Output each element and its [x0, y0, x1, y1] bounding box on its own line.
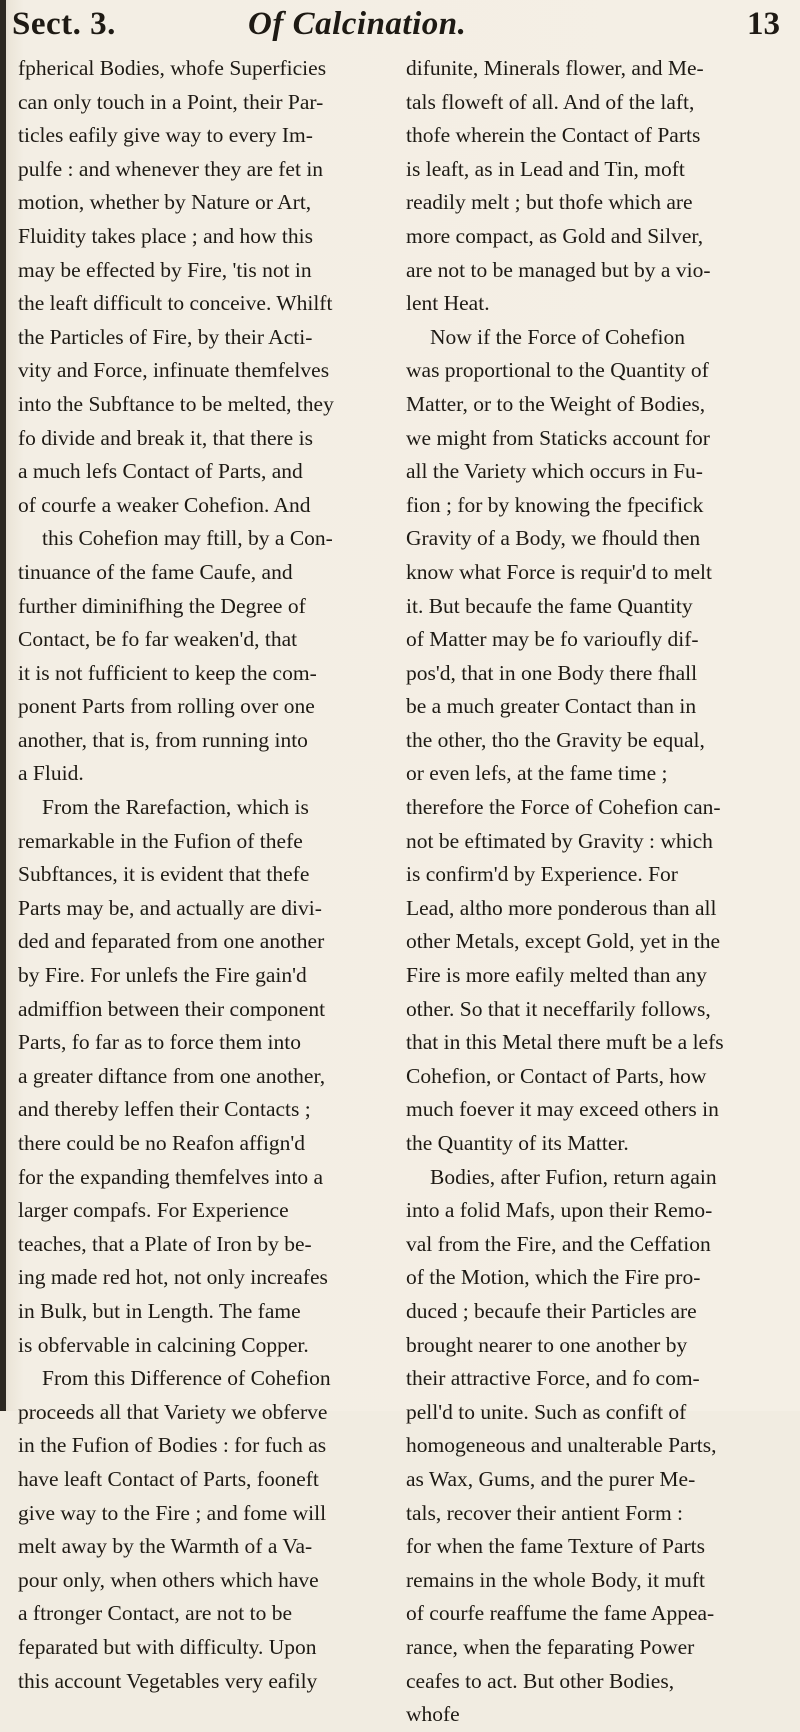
text-line: remarkable in the Fufion of thefe [18, 828, 303, 853]
text-line: Contact, be fo far weaken'd, that [18, 627, 298, 652]
text-line: Parts, fo far as to force them into [18, 1030, 301, 1055]
text-line: not be eftimated by Gravity : which [406, 828, 713, 853]
text-line: From the Rarefaction, which is [42, 795, 309, 820]
text-line: and thereby leffen their Contacts ; [18, 1097, 311, 1122]
text-line: pell'd to unite. Such as confift of [406, 1399, 687, 1424]
text-line: another, that is, from running into [18, 727, 308, 752]
text-line: the Quantity of its Matter. [406, 1131, 629, 1155]
text-line: all the Variety which occurs in Fu- [406, 459, 703, 484]
text-line: therefore the Force of Cohefion can- [406, 795, 721, 820]
text-line: motion, whether by Nature or Art, [18, 190, 312, 215]
text-line: tals floweft of all. And of the laft, [406, 89, 695, 114]
text-line: into the Subftance to be melted, they [18, 391, 334, 416]
text-line: we might from Staticks account for [406, 425, 710, 450]
text-line: there could be no Reafon affign'd [18, 1131, 306, 1155]
text-line: larger compafs. For Experience [18, 1198, 289, 1223]
text-line: can only touch in a Point, their Par- [18, 89, 324, 114]
text-line: vity and Force, infinuate themfelves [18, 358, 330, 383]
text-line: this account Vegetables very eafily [18, 1668, 318, 1693]
text-line: further diminifhing the Degree of [18, 593, 306, 618]
text-line: of Matter may be fo varioufly dif- [406, 627, 699, 652]
text-line: for the expanding themfelves into a [18, 1164, 324, 1189]
text-line: admiffion between their component [18, 996, 326, 1021]
text-line: it. But becaufe the fame Quantity [406, 593, 693, 618]
text-line: fpherical Bodies, whofe Superficies [18, 56, 327, 80]
text-line: fion ; for by knowing the fpecifick [406, 492, 704, 517]
text-line: melt away by the Warmth of a Va- [18, 1534, 313, 1559]
text-line: this Cohefion may ftill, by a Con- [42, 526, 333, 551]
text-line: Fire is more eafily melted than any [406, 963, 707, 988]
text-line: Gravity of a Body, we fhould then [406, 526, 701, 551]
text-line: ceafes to act. But other Bodies, [406, 1668, 675, 1693]
text-line: Fluidity takes place ; and how this [18, 223, 313, 248]
text-line: ticles eafily give way to every Im- [18, 123, 313, 148]
text-line: teaches, that a Plate of Iron by be- [18, 1231, 312, 1256]
text-line: From this Difference of Cohefion [42, 1366, 331, 1391]
text-line: as Wax, Gums, and the purer Me- [406, 1466, 696, 1491]
text-line: whofe [406, 1702, 460, 1727]
text-line: duced ; becaufe their Particles are [406, 1298, 697, 1323]
text-line: ded and feparated from one another [18, 929, 325, 954]
text-line: proceeds all that Variety we obferve [18, 1399, 328, 1424]
text-line: a ftronger Contact, are not to be [18, 1601, 293, 1626]
text-line: is confirm'd by Experience. For [406, 862, 678, 887]
text-line: remains in the whole Body, it muft [406, 1567, 705, 1592]
text-line: or even lefs, at the fame time ; [406, 761, 668, 786]
text-line: tals, recover their antient Form : [406, 1500, 684, 1525]
text-line: difunite, Minerals flower, and Me- [406, 56, 704, 80]
text-line: tinuance of the fame Caufe, and [18, 559, 293, 584]
right-text-column [406, 52, 778, 1732]
text-line: of courfe a weaker Cohefion. And [18, 492, 311, 517]
text-line: of courfe reaffume the fame Appea- [406, 1601, 715, 1626]
text-line: Parts may be, and actually are divi- [18, 895, 322, 920]
text-line: Now if the Force of Cohefion [430, 324, 685, 349]
text-line: was proportional to the Quantity of [406, 358, 709, 383]
text-line: the leaft difficult to conceive. Whilft [18, 291, 333, 316]
text-line: in the Fufion of Bodies : for fuch as [18, 1433, 327, 1458]
text-line: other. So that it neceffarily follows, [406, 996, 711, 1021]
text-line: is leaft, as in Lead and Tin, moft [406, 156, 685, 181]
text-line: rance, when the feparating Power [406, 1634, 695, 1659]
text-line: of the Motion, which the Fire pro- [406, 1265, 701, 1290]
text-line: Bodies, after Fufion, return again [430, 1164, 717, 1189]
page-number: 13 [747, 6, 780, 42]
text-line: into a folid Mafs, upon their Remo- [406, 1198, 713, 1223]
text-line: lent Heat. [406, 291, 490, 316]
text-line: val from the Fire, and the Ceffation [406, 1231, 711, 1256]
text-line: Subftances, it is evident that thefe [18, 862, 310, 887]
text-line: ing made red hot, not only increafes [18, 1265, 328, 1290]
running-header [12, 4, 788, 52]
section-label: Sect. 3. [12, 6, 116, 42]
text-line: pulfe : and whenever they are fet in [18, 156, 324, 181]
text-line: be a much greater Contact than in [406, 694, 697, 719]
text-line: pos'd, that in one Body there fhall [406, 660, 698, 685]
text-line: may be effected by Fire, 'tis not in [18, 257, 312, 282]
text-line: it is not fufficient to keep the com- [18, 660, 317, 685]
text-line: thofe wherein the Contact of Parts [406, 123, 701, 148]
text-line: other Metals, except Gold, yet in the [406, 929, 721, 954]
text-line: know what Force is requir'd to melt [406, 559, 713, 584]
text-line: for when the fame Texture of Parts [406, 1534, 705, 1559]
text-line: pour only, when others which have [18, 1567, 319, 1592]
text-line: readily melt ; but thofe which are [406, 190, 693, 215]
text-line: the other, tho the Gravity be equal, [406, 727, 705, 752]
text-line: have leaft Contact of Parts, fooneft [18, 1466, 319, 1491]
chapter-title: Of Calcination. [248, 6, 467, 42]
text-line: in Bulk, but in Length. The fame [18, 1298, 301, 1323]
text-line: feparated but with difficulty. Upon [18, 1634, 317, 1659]
book-spine-edge [0, 0, 6, 1411]
text-line: a much lefs Contact of Parts, and [18, 459, 303, 484]
text-line: much foever it may exceed others in [406, 1097, 719, 1122]
text-line: are not to be managed but by a vio- [406, 257, 711, 282]
text-line: more compact, as Gold and Silver, [406, 223, 704, 248]
text-line: a Fluid. [18, 761, 84, 786]
text-line: give way to the Fire ; and fome will [18, 1500, 327, 1525]
text-line: Matter, or to the Weight of Bodies, [406, 391, 706, 416]
left-text-column [18, 52, 396, 1698]
text-line: Lead, altho more ponderous than all [406, 895, 717, 920]
text-line: fo divide and break it, that there is [18, 425, 313, 450]
text-line: that in this Metal there muft be a lefs [406, 1030, 724, 1055]
text-line: their attractive Force, and fo com- [406, 1366, 700, 1391]
text-line: homogeneous and unalterable Parts, [406, 1433, 717, 1458]
text-line: a greater diftance from one another, [18, 1063, 326, 1088]
text-line: by Fire. For unlefs the Fire gain'd [18, 963, 307, 988]
text-line: ponent Parts from rolling over one [18, 694, 315, 719]
text-line: Cohefion, or Contact of Parts, how [406, 1063, 707, 1088]
text-line: the Particles of Fire, by their Acti- [18, 324, 313, 349]
text-line: is obfervable in calcining Copper. [18, 1332, 309, 1357]
text-line: brought nearer to one another by [406, 1332, 688, 1357]
